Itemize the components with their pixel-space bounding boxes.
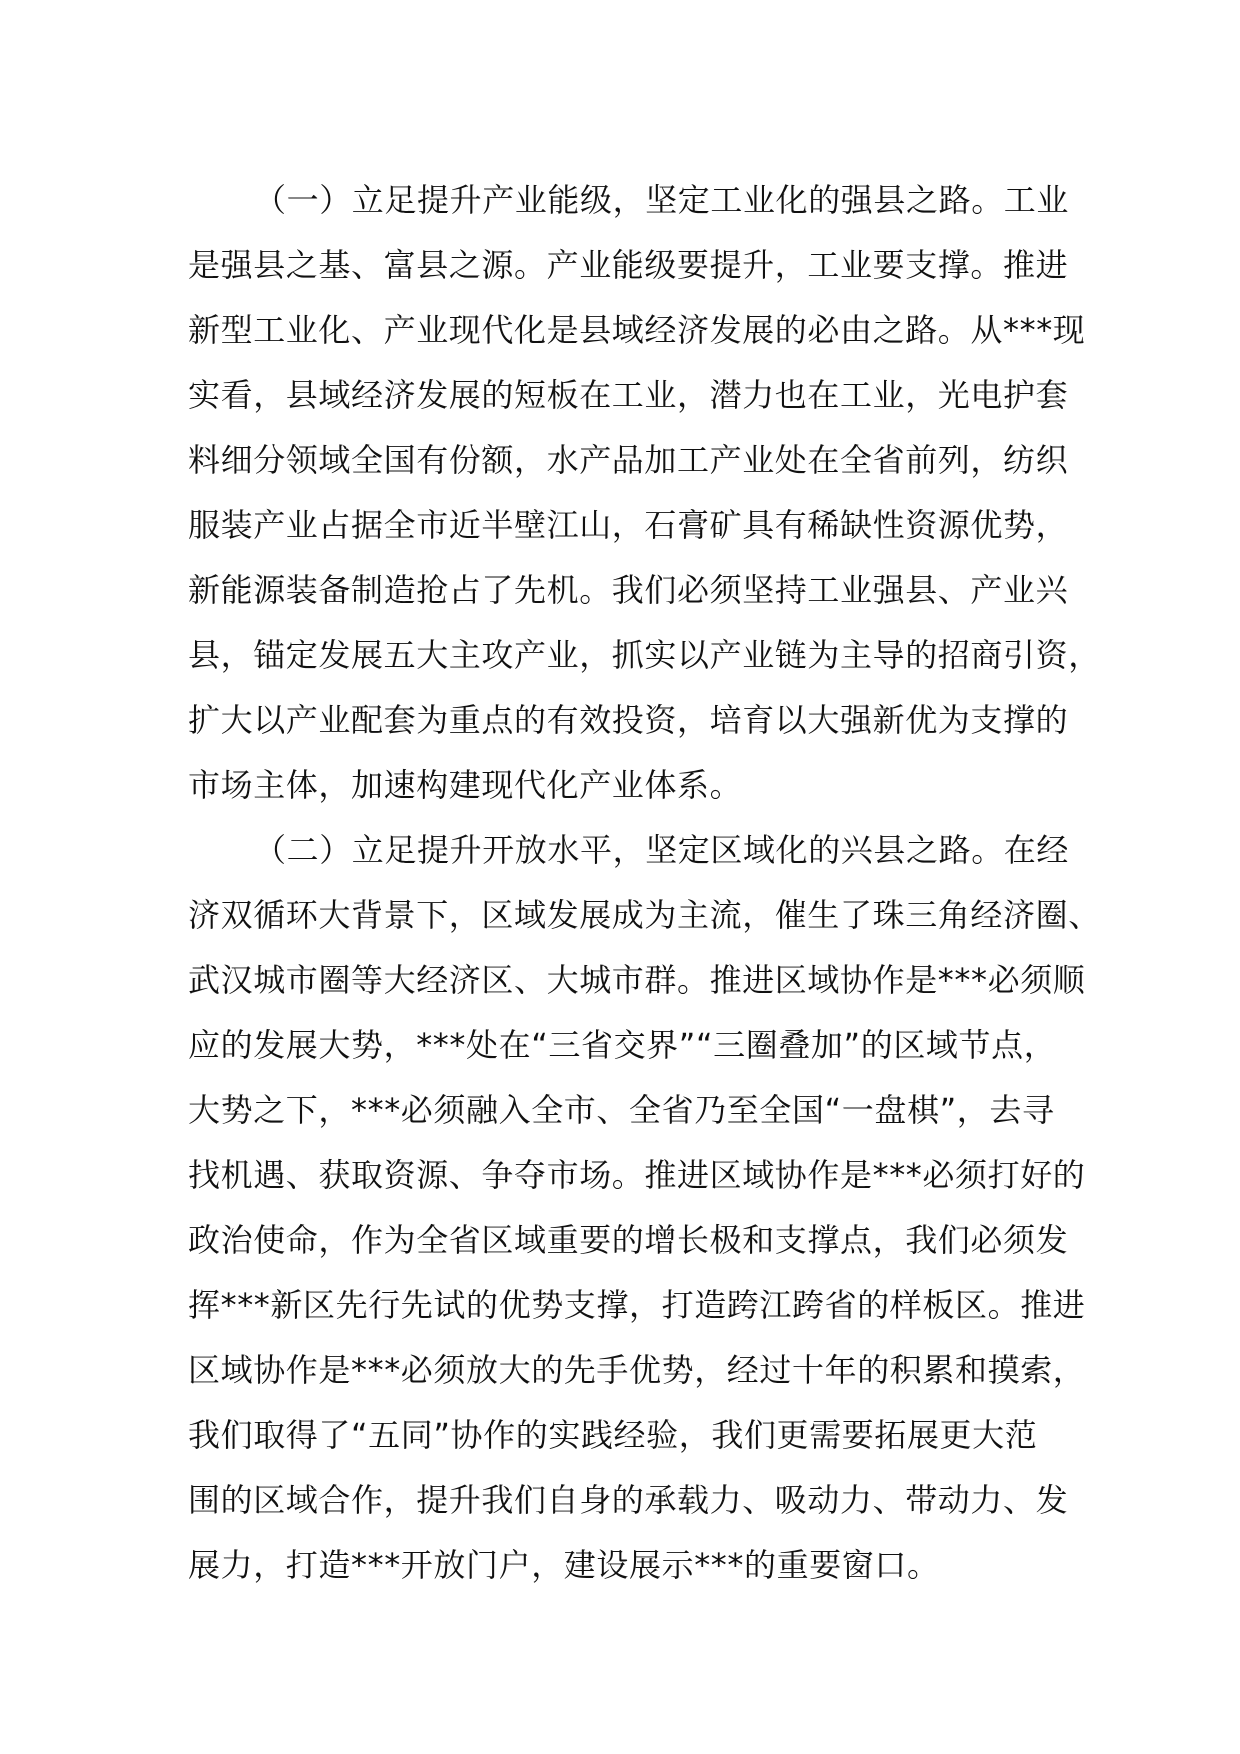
text-line: 武汉城市圈等大经济区、大城市群。推进区域协作是***必须顺: [188, 961, 1086, 999]
text-line: 找机遇、获取资源、争夺市场。推进区域协作是***必须打好的: [188, 1156, 1086, 1194]
text-line: 扩大以产业配套为重点的有效投资，培育以大强新优为支撑的: [188, 701, 1069, 739]
text-line: 新能源装备制造抢占了先机。我们必须坚持工业强县、产业兴: [188, 571, 1069, 609]
text-line: 大势之下，***必须融入全市、全省乃至全国“一盘棋”，去寻: [188, 1091, 1055, 1129]
text-line: 实看，县域经济发展的短板在工业，潜力也在工业，光电护套: [188, 376, 1069, 414]
text-line: （一）立足提升产业能级，坚定工业化的强县之路。工业: [254, 181, 1070, 219]
text-line: 是强县之基、富县之源。产业能级要提升，工业要支撑。推进: [188, 246, 1069, 284]
text-line: 围的区域合作，提升我们自身的承载力、吸动力、带动力、发: [188, 1481, 1069, 1519]
text-line: 应的发展大势，***处在“三省交界”“三圈叠加”的区域节点，: [188, 1026, 1057, 1064]
text-line: 区域协作是***必须放大的先手优势，经过十年的积累和摸索，: [188, 1351, 1086, 1389]
text-line: 政治使命，作为全省区域重要的增长极和支撑点，我们必须发: [188, 1221, 1069, 1259]
text-line: 挥***新区先行先试的优势支撑，打造跨江跨省的样板区。推进: [188, 1286, 1086, 1324]
document-body: [188, 168, 1101, 1598]
text-line: 料细分领域全国有份额，水产品加工产业处在全省前列，纺织: [188, 441, 1069, 479]
text-line: 我们取得了“五同”协作的实践经验，我们更需要拓展更大范: [188, 1416, 1038, 1454]
text-line: 服装产业占据全市近半壁江山，石膏矿具有稀缺性资源优势，: [188, 506, 1069, 544]
text-line: （二）立足提升开放水平，坚定区域化的兴县之路。在经: [254, 831, 1070, 869]
text-line: 县，锚定发展五大主攻产业，抓实以产业链为主导的招商引资，: [188, 636, 1101, 674]
text-line: 济双循环大背景下，区域发展成为主流，催生了珠三角经济圈、: [188, 896, 1101, 934]
paragraph-regionalization: [188, 818, 1101, 1598]
text-line: 新型工业化、产业现代化是县域经济发展的必由之路。从***现: [188, 311, 1086, 349]
text-line: 展力，打造***开放门户，建设展示***的重要窗口。: [188, 1546, 940, 1584]
text-line: 市场主体，加速构建现代化产业体系。: [188, 766, 743, 804]
paragraph-industrialization: [188, 168, 1101, 818]
